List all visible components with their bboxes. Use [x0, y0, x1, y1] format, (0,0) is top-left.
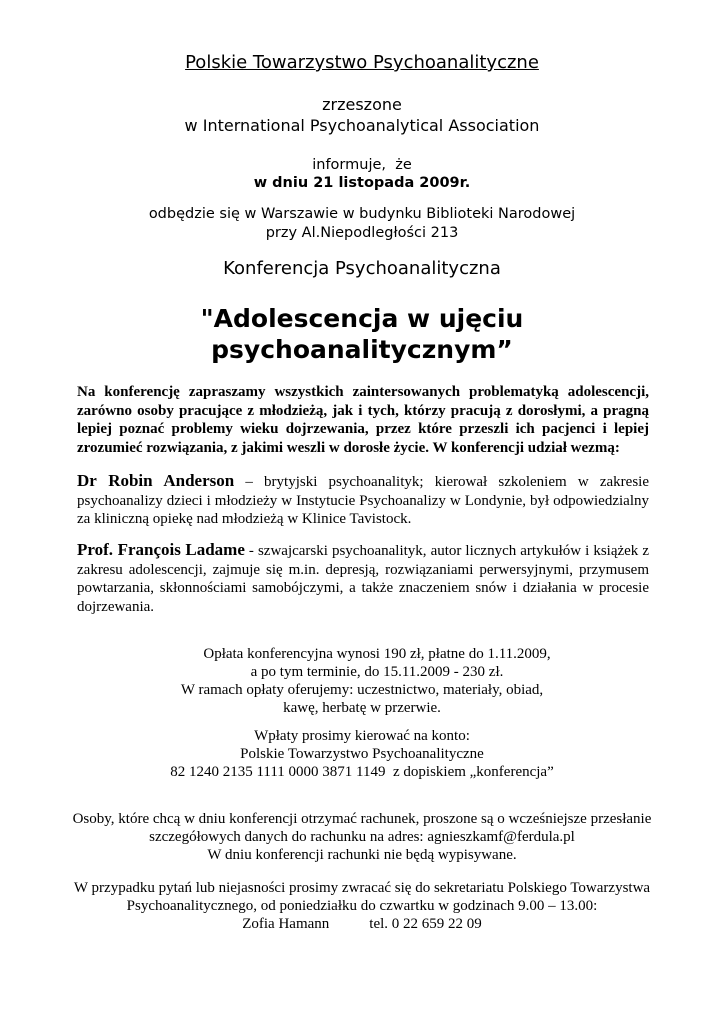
conference-type: Konferencja Psychoanalityczna — [223, 258, 501, 279]
venue-line-2: przy Al.Niepodległości 213 — [265, 225, 459, 241]
speaker-ladame — [77, 541, 649, 616]
conference-title — [0, 303, 724, 365]
fees-line-1: Opłata konferencyjna wynosi 190 zł, płatne do 1.11.2009, — [203, 646, 551, 662]
speaker-name: Dr Robin Anderson — [77, 471, 235, 490]
contact-phone: tel. 0 22 659 22 09 — [369, 916, 482, 932]
payment-line-1: Wpłaty prosimy kierować na konto: — [254, 728, 470, 744]
invoice-line-1: Osoby, które chcą w dniu konferencji otrzymać rachunek, proszone są o wcześniejsze przesłanie — [72, 811, 652, 827]
announcement-intro — [0, 156, 724, 192]
bank-account: 82 1240 2135 1111 0000 3871 1149 z dopiskiem „konferencja” — [170, 764, 554, 780]
speaker-bio: - szwajcarski psychoanalityk, autor licznych artykułów i książek z zakresu adolescencji, zajmuje się m.in. depresją, rozwiązaniami perwersyjnymi, przymusem powtarzania, skłonnościami samobójczymi, a także znaczeniem snów i działania w procesie dojrzewania. — [77, 543, 650, 615]
invoice-line-3: W dniu konferencji rachunki nie będą wypisywane. — [207, 847, 517, 863]
payment-info — [0, 727, 724, 781]
contact-person: Zofia Hamann — [242, 916, 330, 932]
speaker-name: Prof. François Ladame — [77, 540, 245, 559]
invoice-info — [0, 810, 724, 864]
fees-line-4: kawę, herbatę w przerwie. — [283, 700, 441, 716]
contact-line-1: W przypadku pytań lub niejasności prosimy zwracać się do sekretariatu Polskiego Towarzystwa — [73, 880, 651, 896]
informs-text: informuje, że — [312, 157, 412, 173]
venue-line-1: odbędzie się w Warszawie w budynku Biblioteki Narodowej — [148, 206, 576, 222]
contact-info — [0, 879, 724, 933]
fees-line-3: W ramach opłaty oferujemy: uczestnictwo, materiały, obiad, — [180, 682, 544, 698]
speaker-anderson — [77, 472, 649, 529]
conference-title-line-2: psychoanalitycznym” — [211, 335, 513, 364]
affiliation-line-1: zrzeszone — [322, 95, 402, 114]
speaker-bio: – brytyjski psychoanalityk; kierował szkoleniem w zakresie psychoanalizy dzieci i młodzieży w Instytucie Psychoanalizy w Londynie, był odpowiedzialny za kliniczną opiekę nad młodzieżą w Klinice Tavistock. — [77, 474, 649, 527]
payment-line-2: Polskie Towarzystwo Psychoanalityczne — [240, 746, 484, 762]
venue — [0, 205, 724, 243]
conference-title-line-1: "Adolescencja w ujęciu — [200, 304, 524, 333]
fees-line-2: a po tym terminie, do 15.11.2009 - 230 zł. — [250, 664, 504, 680]
fees-info — [0, 645, 724, 717]
contact-line-3 — [0, 915, 724, 933]
intro-paragraph: Na konferencję zapraszamy wszystkich zaintersowanych problematyką adolescencji, zarówno osoby pracujące z młodzieżą, jak i tych, którzy pracują z dorosłymi, a pragną lepiej poznać problemy wieku dojrzewania, przez które przeszli ich pacjenci i lepiej zrozumieć rozwiązania, z jakimi weszli w dorosłe życie. W konferencji udział wezmą: — [77, 384, 649, 456]
organization-name: Polskie Towarzystwo Psychoanalityczne — [185, 52, 539, 73]
affiliation-line-2: w International Psychoanalytical Association — [184, 116, 540, 135]
affiliation — [0, 94, 724, 136]
contact-line-2: Psychoanalitycznego, od poniedziałku do czwartku w godzinach 9.00 – 13.00: — [126, 898, 598, 914]
organization-title — [0, 52, 724, 73]
invoice-line-2: szczegółowych danych do rachunku na adres: agnieszkamf@ferdula.pl — [149, 829, 575, 845]
conference-date: w dniu 21 listopada 2009r. — [253, 175, 471, 191]
